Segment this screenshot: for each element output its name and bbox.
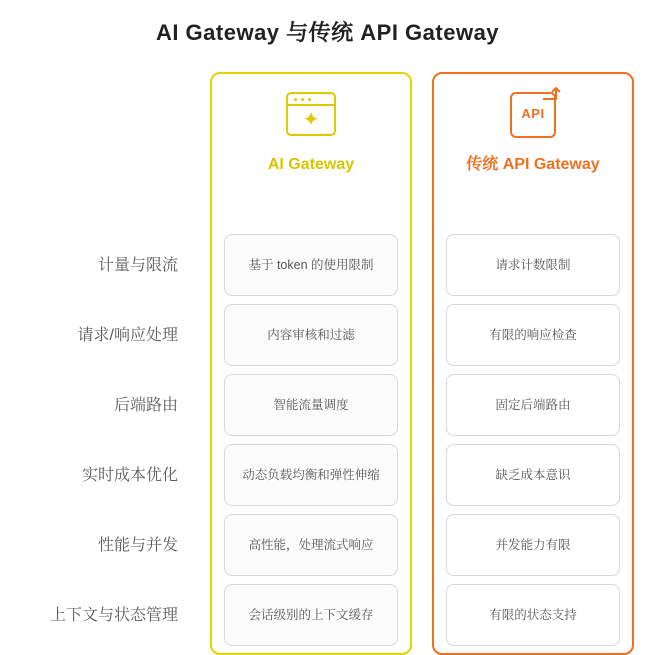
column-title-api: 传统 API Gateway <box>466 156 600 173</box>
row-label-list <box>0 232 200 652</box>
row-label: 实时成本优化 <box>81 466 178 484</box>
cell: 会话级别的上下文缓存 <box>224 584 398 646</box>
row-label: 后端路由 <box>113 396 178 414</box>
column-traditional-api-gateway <box>432 72 634 655</box>
column-header-api <box>434 74 632 234</box>
cell-list-api <box>434 234 632 654</box>
cell-list-ai <box>212 234 410 654</box>
page-title: AI Gateway 与传统 API Gateway <box>155 20 500 45</box>
cell: 有限的响应检查 <box>446 304 620 366</box>
arrow-icon <box>542 87 564 101</box>
column-title-ai: AI Gateway <box>267 156 355 173</box>
api-box-arrow-icon: API <box>434 92 632 154</box>
cell: 内容审核和过滤 <box>224 304 398 366</box>
cell: 请求计数限制 <box>446 234 620 296</box>
row-label: 计量与限流 <box>97 256 178 274</box>
cell: 智能流量调度 <box>224 374 398 436</box>
cell: 固定后端路由 <box>446 374 620 436</box>
row-label: 性能与并发 <box>97 536 178 554</box>
column-header-ai <box>212 74 410 234</box>
cell: 有限的状态支持 <box>446 584 620 646</box>
column-ai-gateway <box>210 72 412 655</box>
cell: 动态负载均衡和弹性伸缩 <box>224 444 398 506</box>
cell: 缺乏成本意识 <box>446 444 620 506</box>
row-label: 上下文与状态管理 <box>49 606 178 624</box>
cell: 并发能力有限 <box>446 514 620 576</box>
cell: 基于 token 的使用限制 <box>224 234 398 296</box>
row-label: 请求/响应处理 <box>77 326 178 344</box>
cell: 高性能，处理流式响应 <box>224 514 398 576</box>
ai-window-sparkle-icon: ✦ <box>212 92 410 154</box>
